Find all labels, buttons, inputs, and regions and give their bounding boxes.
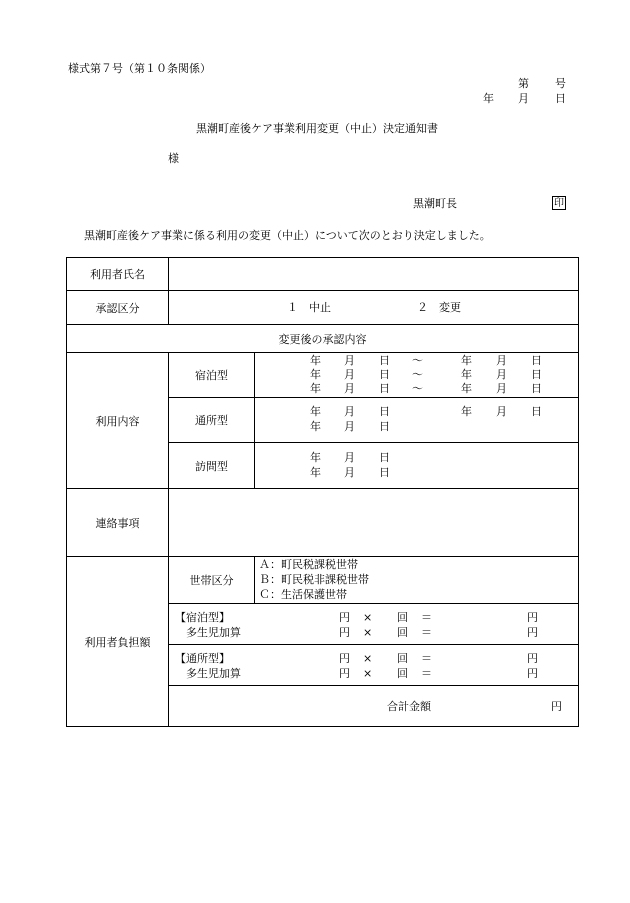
day-type-label: 通所型 — [169, 398, 255, 443]
stay-multi-total-yen: 円 — [527, 626, 538, 639]
date-day: 日 — [555, 92, 566, 105]
day-date-d3: 日 — [379, 420, 390, 433]
day-fee-equals: ＝ — [421, 652, 432, 665]
stay-date-y3: 年 — [310, 382, 321, 395]
approval-options — [169, 291, 579, 325]
form-number: 様式第７号（第１０条関係） — [68, 62, 211, 75]
after-change-header: 変更後の承認内容 — [67, 325, 579, 353]
stay-end-y2: 年 — [461, 368, 472, 381]
household-label: 世帯区分 — [169, 557, 255, 604]
contact-field[interactable] — [169, 489, 579, 557]
stay-fee-times: × — [363, 611, 373, 624]
day-date-m1: 月 — [344, 405, 355, 418]
intro-text: 黒潮町産後ケア事業に係る利用の変更（中止）について次のとおり決定しました。 — [84, 229, 491, 242]
approval-label: 承認区分 — [67, 291, 169, 325]
stay-date-d2: 日 — [379, 368, 390, 381]
total-row — [169, 686, 579, 727]
visit-date-d2: 日 — [379, 466, 390, 479]
stay-end-d1: 日 — [531, 354, 542, 367]
stay-tilde3: ～ — [412, 382, 423, 395]
stay-fee-equals: ＝ — [421, 611, 432, 624]
date-month: 月 — [518, 92, 529, 105]
stay-date-d3: 日 — [379, 382, 390, 395]
stay-date-y2: 年 — [310, 368, 321, 381]
household-option-a[interactable]: Ａ：町民税課税世帯 — [259, 558, 358, 571]
stay-end-d3: 日 — [531, 382, 542, 395]
stay-fee-label: 【宿泊型】 — [175, 611, 230, 624]
usage-label: 利用内容 — [67, 353, 169, 489]
day-date-m2: 月 — [496, 405, 507, 418]
stay-fee-row — [169, 604, 579, 645]
user-name-label: 利用者氏名 — [67, 258, 169, 291]
visit-date-y2: 年 — [310, 466, 321, 479]
stay-end-m1: 月 — [496, 354, 507, 367]
day-fee-count: 回 — [397, 652, 408, 665]
day-multi-times: × — [363, 667, 373, 680]
stay-multi-yen: 円 — [339, 626, 350, 639]
stay-multi-times: × — [363, 626, 373, 639]
visit-date-m1: 月 — [344, 451, 355, 464]
approval-option-change[interactable]: ２ 変更 — [417, 301, 461, 314]
total-yen: 円 — [551, 700, 562, 713]
seal-stamp: 印 — [554, 198, 564, 209]
date-year: 年 — [483, 92, 494, 105]
visit-date-m2: 月 — [344, 466, 355, 479]
day-date-d2: 日 — [531, 405, 542, 418]
stay-end-y1: 年 — [461, 354, 472, 367]
day-date-y1: 年 — [310, 405, 321, 418]
visit-date-y1: 年 — [310, 451, 321, 464]
visit-type-label: 訪問型 — [169, 443, 255, 489]
stay-multi-count: 回 — [397, 626, 408, 639]
day-fee-yen: 円 — [339, 652, 350, 665]
stay-tilde2: ～ — [412, 368, 423, 381]
stay-date-m1: 月 — [344, 354, 355, 367]
form-table — [66, 257, 579, 727]
stay-tilde1: ～ — [412, 354, 423, 367]
household-option-c[interactable]: Ｃ：生活保護世帯 — [259, 588, 347, 601]
day-fee-times: × — [363, 652, 373, 665]
day-fee-label: 【通所型】 — [175, 652, 230, 665]
stay-fee-yen: 円 — [339, 611, 350, 624]
stay-date-m2: 月 — [344, 368, 355, 381]
stay-multi-equals: ＝ — [421, 626, 432, 639]
issuer: 黒潮町長 — [413, 197, 457, 210]
household-option-b[interactable]: Ｂ：町民税非課税世帯 — [259, 573, 369, 586]
total-label: 合計金額 — [387, 700, 431, 713]
stay-end-m2: 月 — [496, 368, 507, 381]
user-name-field[interactable] — [169, 258, 579, 291]
day-multi-yen: 円 — [339, 667, 350, 680]
stay-fee-count: 回 — [397, 611, 408, 624]
document-title: 黒潮町産後ケア事業利用変更（中止）決定通知書 — [196, 122, 438, 135]
day-multi-total-yen: 円 — [527, 667, 538, 680]
number-suffix: 号 — [555, 77, 566, 90]
day-date-d1: 日 — [379, 405, 390, 418]
day-multi-child-label: 多生児加算 — [186, 667, 241, 680]
day-multi-count: 回 — [397, 667, 408, 680]
day-fee-row — [169, 645, 579, 686]
approval-option-cancel[interactable]: １ 中止 — [287, 301, 331, 314]
stay-date-y1: 年 — [310, 354, 321, 367]
day-fee-total-yen: 円 — [527, 652, 538, 665]
stay-end-d2: 日 — [531, 368, 542, 381]
day-type-dates[interactable] — [255, 398, 579, 443]
day-date-y3: 年 — [310, 420, 321, 433]
household-options — [255, 557, 579, 604]
stay-end-m3: 月 — [496, 382, 507, 395]
visit-type-dates[interactable] — [255, 443, 579, 489]
stay-fee-total-yen: 円 — [527, 611, 538, 624]
burden-label: 利用者負担額 — [67, 557, 169, 727]
stay-date-d1: 日 — [379, 354, 390, 367]
day-date-y2: 年 — [461, 405, 472, 418]
day-multi-equals: ＝ — [421, 667, 432, 680]
stay-date-m3: 月 — [344, 382, 355, 395]
stay-type-label: 宿泊型 — [169, 353, 255, 398]
number-prefix: 第 — [518, 77, 529, 90]
addressee-suffix: 様 — [168, 152, 179, 165]
visit-date-d1: 日 — [379, 451, 390, 464]
stay-type-dates[interactable] — [255, 353, 579, 398]
stay-end-y3: 年 — [461, 382, 472, 395]
contact-label: 連絡事項 — [67, 489, 169, 557]
stay-multi-child-label: 多生児加算 — [186, 626, 241, 639]
day-date-m3: 月 — [344, 420, 355, 433]
